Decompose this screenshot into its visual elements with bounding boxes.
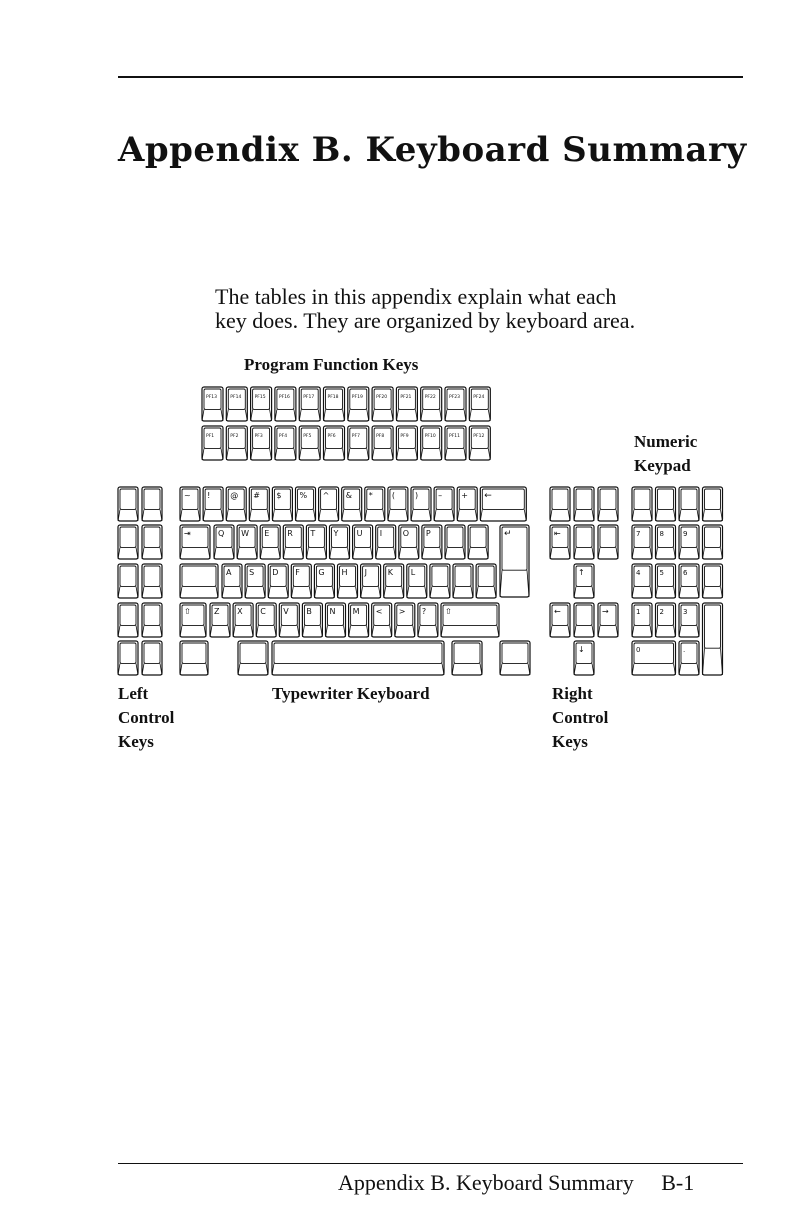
typewriter-key bbox=[268, 564, 288, 598]
typewriter-key bbox=[203, 487, 223, 521]
numeric-key bbox=[632, 525, 652, 559]
pf-key-label: PF18 bbox=[327, 395, 339, 400]
typewriter-key-label: + bbox=[461, 491, 468, 500]
typewriter-key bbox=[319, 487, 339, 521]
typewriter-key bbox=[338, 564, 358, 598]
right-label-line-2: Control bbox=[552, 708, 609, 727]
right-label-line-3: Keys bbox=[552, 732, 588, 751]
cursor-left-key bbox=[550, 603, 570, 637]
typewriter-key-label: M bbox=[352, 607, 360, 616]
typewriter-key-label: ~ bbox=[184, 491, 191, 500]
shift-key-label: ⇧ bbox=[184, 607, 191, 616]
pf-key-label: PF6 bbox=[327, 434, 336, 439]
caps-lock-key bbox=[180, 564, 218, 598]
pf-key-label: PF24 bbox=[473, 395, 485, 400]
pf-key-label: PF2 bbox=[230, 434, 239, 439]
pf-key bbox=[348, 387, 369, 421]
numeric-key-label: 8 bbox=[659, 530, 664, 538]
typewriter-key-label: T bbox=[310, 529, 316, 538]
typewriter-key bbox=[249, 487, 269, 521]
typewriter-key bbox=[445, 525, 465, 559]
cursor-down-key-label: ↓ bbox=[578, 645, 585, 654]
pf-key-label: PF23 bbox=[449, 395, 461, 400]
tab-key-label: ⇥ bbox=[184, 529, 191, 538]
typewriter-key-label: ( bbox=[391, 491, 396, 500]
numeric-key-label: . bbox=[683, 646, 686, 654]
cursor-right-key-label: → bbox=[602, 607, 609, 616]
pf-key bbox=[396, 387, 417, 421]
pf-key bbox=[324, 387, 345, 421]
numeric-key bbox=[703, 487, 723, 521]
numeric-key bbox=[656, 603, 676, 637]
left-control-key bbox=[118, 603, 138, 637]
pf-key-label: PF1 bbox=[206, 434, 215, 439]
intro-line-2: key does. They are organized by keyboard area. bbox=[215, 308, 636, 333]
numeric-key-label: 6 bbox=[683, 569, 688, 577]
left-label-line-3: Keys bbox=[118, 732, 154, 751]
typewriter-key-label: < bbox=[375, 607, 383, 616]
pf-key bbox=[299, 387, 320, 421]
program-function-keys-label: Program Function Keys bbox=[244, 355, 419, 374]
numeric-key bbox=[679, 564, 699, 598]
typewriter-key bbox=[180, 487, 200, 521]
typewriter-key-label: B bbox=[306, 607, 312, 616]
typewriter-key-label: C bbox=[260, 607, 266, 616]
numeric-key bbox=[632, 487, 652, 521]
pf-key bbox=[202, 387, 223, 421]
pf-key bbox=[445, 387, 466, 421]
typewriter-key-label: U bbox=[356, 529, 363, 538]
typewriter-key bbox=[468, 525, 488, 559]
pf-key bbox=[469, 387, 490, 421]
typewriter-key-label: N bbox=[329, 607, 336, 616]
typewriter-key bbox=[296, 487, 316, 521]
typewriter-key bbox=[365, 487, 385, 521]
typewriter-key-label: P bbox=[425, 529, 431, 538]
page-footer bbox=[338, 1170, 694, 1196]
typewriter-key bbox=[237, 525, 257, 559]
numeric-label-line-1: Numeric bbox=[634, 432, 698, 451]
left-control-key bbox=[142, 564, 162, 598]
typewriter-key bbox=[411, 487, 431, 521]
right-control-key bbox=[574, 525, 594, 559]
numeric-key bbox=[679, 487, 699, 521]
pf-key bbox=[445, 426, 466, 460]
footer-page-number: B-1 bbox=[661, 1170, 695, 1195]
typewriter-key-label: $ bbox=[276, 491, 282, 500]
typewriter-key-label: ? bbox=[421, 607, 427, 616]
typewriter-key bbox=[476, 564, 496, 598]
page-title: Appendix B. Keyboard Summary bbox=[118, 130, 747, 170]
right-label-line-1: Right bbox=[552, 684, 593, 703]
numeric-key-label: 5 bbox=[659, 569, 664, 577]
pf-key-label: PF21 bbox=[400, 395, 412, 400]
left-control-key bbox=[118, 525, 138, 559]
pf-key bbox=[275, 387, 296, 421]
typewriter-key-label: D bbox=[272, 568, 279, 577]
typewriter-key-label: & bbox=[345, 491, 352, 500]
pf-key-label: PF7 bbox=[351, 434, 360, 439]
pf-key-label: PF5 bbox=[303, 434, 312, 439]
shift-key-label: ⇧ bbox=[445, 607, 452, 616]
typewriter-key bbox=[430, 564, 450, 598]
typewriter-key bbox=[384, 564, 404, 598]
left-control-key bbox=[142, 603, 162, 637]
typewriter-key-label: @ bbox=[230, 491, 239, 500]
shift-key bbox=[441, 603, 499, 637]
pf-key bbox=[372, 426, 393, 460]
pf-key bbox=[469, 426, 490, 460]
typewriter-key-label: X bbox=[237, 607, 243, 616]
numeric-enter-key bbox=[703, 603, 723, 675]
enter-key bbox=[500, 641, 530, 675]
right-control-key bbox=[550, 487, 570, 521]
right-control-key-label: ⇤ bbox=[554, 529, 561, 538]
typewriter-key bbox=[434, 487, 454, 521]
typewriter-key bbox=[314, 564, 334, 598]
pf-key bbox=[396, 426, 417, 460]
typewriter-key bbox=[349, 603, 369, 637]
typewriter-key bbox=[372, 603, 392, 637]
pf-key bbox=[275, 426, 296, 460]
pf-key-label: PF20 bbox=[376, 395, 388, 400]
backspace-key-label: ← bbox=[484, 491, 492, 501]
pf-key-label: PF22 bbox=[424, 395, 436, 400]
typewriter-key-label: ^ bbox=[322, 491, 330, 500]
cursor-left-key-label: ← bbox=[554, 607, 561, 616]
numeric-key-label: 7 bbox=[636, 530, 641, 538]
typewriter-key bbox=[306, 525, 326, 559]
right-control-key bbox=[574, 603, 594, 637]
typewriter-key bbox=[233, 603, 253, 637]
numeric-key bbox=[679, 525, 699, 559]
typewriter-key-label: L bbox=[410, 568, 416, 577]
typewriter-key bbox=[457, 487, 477, 521]
backspace-key bbox=[480, 487, 526, 521]
pf-key-label: PF8 bbox=[376, 434, 385, 439]
pf-key-label: PF10 bbox=[424, 434, 436, 439]
typewriter-key-label: % bbox=[299, 491, 308, 500]
footer-title: Appendix B. Keyboard Summary bbox=[338, 1170, 634, 1195]
left-label-line-1: Left bbox=[118, 684, 149, 703]
pf-key bbox=[226, 426, 247, 460]
typewriter-key-label: > bbox=[398, 607, 406, 616]
pf-key-label: PF17 bbox=[303, 395, 315, 400]
cursor-right-key bbox=[598, 603, 618, 637]
numeric-key bbox=[632, 641, 676, 675]
typewriter-key bbox=[376, 525, 396, 559]
left-control-key bbox=[142, 525, 162, 559]
numeric-key-label: 0 bbox=[636, 646, 641, 654]
pf-key bbox=[202, 426, 223, 460]
numeric-key bbox=[656, 487, 676, 521]
numeric-key-label: 9 bbox=[683, 530, 688, 538]
typewriter-key-label: Z bbox=[214, 607, 220, 616]
typewriter-key-label: G bbox=[318, 568, 325, 577]
typewriter-key bbox=[399, 525, 419, 559]
typewriter-key-label: * bbox=[368, 491, 373, 500]
alt-key bbox=[238, 641, 268, 675]
left-control-key bbox=[118, 487, 138, 521]
pf-key-label: PF13 bbox=[206, 395, 218, 400]
numeric-key-label: 2 bbox=[659, 608, 664, 616]
pf-key bbox=[251, 426, 272, 460]
pf-key-label: PF14 bbox=[230, 395, 242, 400]
right-control-key bbox=[598, 487, 618, 521]
typewriter-key bbox=[422, 525, 442, 559]
pf-key bbox=[372, 387, 393, 421]
typewriter-key-label: K bbox=[387, 568, 393, 577]
typewriter-key-label: ! bbox=[207, 491, 211, 500]
typewriter-key bbox=[291, 564, 311, 598]
tab-key bbox=[180, 525, 210, 559]
typewriter-key-label: # bbox=[253, 491, 261, 500]
typewriter-key-label: ) bbox=[415, 491, 419, 500]
typewriter-key bbox=[330, 525, 350, 559]
typewriter-key-label: O bbox=[402, 529, 410, 538]
typewriter-key bbox=[342, 487, 362, 521]
typewriter-key bbox=[210, 603, 230, 637]
typewriter-key-label: Y bbox=[333, 529, 339, 538]
numeric-key-label: 3 bbox=[683, 608, 688, 616]
numeric-key bbox=[703, 525, 723, 559]
typewriter-key-label: F bbox=[295, 568, 300, 577]
typewriter-key bbox=[353, 525, 373, 559]
typewriter-key bbox=[395, 603, 415, 637]
typewriter-key bbox=[226, 487, 246, 521]
cursor-down-key bbox=[574, 641, 594, 675]
numeric-key bbox=[656, 564, 676, 598]
typewriter-key-label: Q bbox=[218, 529, 225, 538]
enter-key bbox=[500, 525, 529, 597]
typewriter-key-label: V bbox=[283, 607, 289, 616]
pf-key bbox=[421, 426, 442, 460]
numeric-key bbox=[679, 641, 699, 675]
numeric-key-label: 1 bbox=[636, 608, 641, 616]
pf-key bbox=[421, 387, 442, 421]
numeric-key-label: 4 bbox=[636, 569, 641, 577]
cursor-up-key-label: ↑ bbox=[578, 568, 585, 577]
typewriter-key bbox=[418, 603, 438, 637]
shift-key bbox=[180, 603, 206, 637]
bottom-rule bbox=[118, 1163, 743, 1164]
numeric-key bbox=[632, 603, 652, 637]
typewriter-key-label: I bbox=[379, 529, 383, 538]
typewriter-key-label: H bbox=[341, 568, 348, 577]
typewriter-key bbox=[302, 603, 322, 637]
left-label-line-2: Control bbox=[118, 708, 175, 727]
pf-key-label: PF9 bbox=[400, 434, 409, 439]
pf-key-label: PF12 bbox=[473, 434, 485, 439]
pf-key-label: PF16 bbox=[278, 395, 290, 400]
cursor-up-key bbox=[574, 564, 594, 598]
numeric-key bbox=[632, 564, 652, 598]
typewriter-key-label: – bbox=[438, 491, 443, 500]
numeric-key bbox=[703, 564, 723, 598]
pf-key-label: PF4 bbox=[278, 434, 288, 439]
typewriter-key bbox=[326, 603, 346, 637]
typewriter-key bbox=[222, 564, 242, 598]
right-control-key bbox=[574, 487, 594, 521]
typewriter-key bbox=[453, 564, 473, 598]
typewriter-key-label: R bbox=[287, 529, 293, 538]
typewriter-key-label: A bbox=[226, 568, 232, 577]
left-control-key bbox=[118, 564, 138, 598]
typewriter-key-label: J bbox=[364, 568, 367, 577]
left-control-key bbox=[142, 641, 162, 675]
typewriter-key bbox=[272, 487, 292, 521]
numeric-label-line-2: Keypad bbox=[634, 456, 691, 475]
pf-key bbox=[299, 426, 320, 460]
typewriter-key bbox=[361, 564, 381, 598]
typewriter-key bbox=[388, 487, 408, 521]
typewriter-key-label: E bbox=[264, 529, 270, 538]
pf-key-label: PF11 bbox=[449, 434, 461, 439]
enter-key-label: ↵ bbox=[504, 529, 512, 539]
left-control-key bbox=[118, 641, 138, 675]
pf-key bbox=[324, 426, 345, 460]
typewriter-key bbox=[214, 525, 234, 559]
typewriter-key bbox=[260, 525, 280, 559]
typewriter-key bbox=[279, 603, 299, 637]
alt-key bbox=[452, 641, 482, 675]
typewriter-key bbox=[407, 564, 427, 598]
typewriter-key-label: W bbox=[241, 529, 250, 538]
intro-line-1: The tables in this appendix explain what each bbox=[215, 284, 617, 309]
pf-key-label: PF15 bbox=[254, 395, 266, 400]
typewriter-keyboard-label: Typewriter Keyboard bbox=[272, 684, 430, 703]
typewriter-key-label: S bbox=[249, 568, 255, 577]
pf-key bbox=[348, 426, 369, 460]
space-bar bbox=[272, 641, 444, 675]
pf-key bbox=[226, 387, 247, 421]
typewriter-key bbox=[256, 603, 276, 637]
numeric-key bbox=[679, 603, 699, 637]
right-control-key bbox=[550, 525, 570, 559]
pf-key bbox=[251, 387, 272, 421]
left-control-key bbox=[142, 487, 162, 521]
numeric-key bbox=[656, 525, 676, 559]
reset-key bbox=[180, 641, 208, 675]
right-control-key bbox=[598, 525, 618, 559]
typewriter-key bbox=[245, 564, 265, 598]
pf-key-label: PF3 bbox=[254, 434, 263, 439]
pf-key-label: PF19 bbox=[351, 395, 363, 400]
typewriter-key bbox=[283, 525, 303, 559]
